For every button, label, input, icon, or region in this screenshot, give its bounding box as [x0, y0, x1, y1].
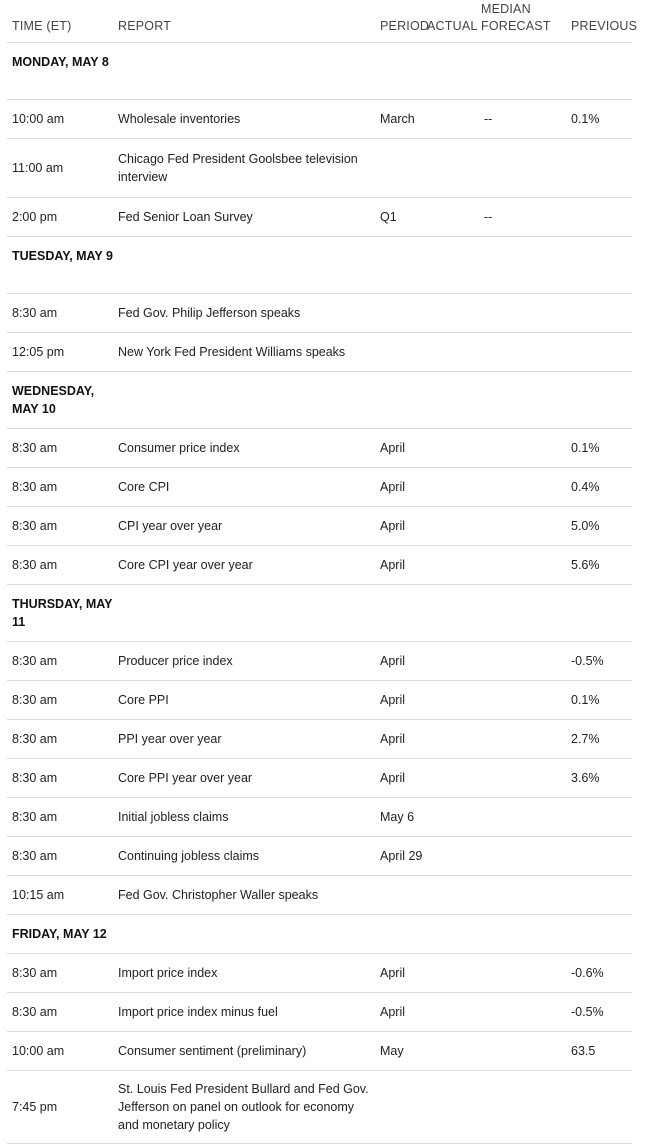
- previous-cell: 2.7%: [566, 720, 632, 759]
- time-cell: 8:30 am: [7, 468, 113, 507]
- table-row: [7, 1032, 632, 1071]
- actual-cell: [426, 100, 479, 139]
- median-cell: [479, 759, 566, 798]
- report-cell: Import price index: [113, 954, 375, 993]
- report-cell: Core PPI year over year: [113, 759, 375, 798]
- median-cell: [479, 837, 566, 876]
- period-cell: [375, 333, 426, 372]
- time-cell: 7:45 pm: [7, 1071, 113, 1144]
- report-cell: St. Louis Fed President Bullard and Fed Gov. Jefferson on panel on outlook for economy and monetary policy: [113, 1071, 375, 1144]
- table-row: [7, 429, 632, 468]
- median-cell: [479, 681, 566, 720]
- day-row-wednesday: [7, 372, 632, 429]
- day-heading: MONDAY, MAY 8: [7, 43, 113, 100]
- header-report: REPORT: [118, 19, 172, 33]
- actual-cell: [426, 546, 479, 585]
- time-cell: 11:00 am: [7, 139, 113, 198]
- table-row: [7, 681, 632, 720]
- report-cell: Chicago Fed President Goolsbee television interview: [113, 139, 375, 198]
- previous-cell: [566, 798, 632, 837]
- period-cell: April: [375, 546, 426, 585]
- period-cell: April: [375, 993, 426, 1032]
- table-row: [7, 507, 632, 546]
- period-cell: March: [375, 100, 426, 139]
- actual-cell: [426, 429, 479, 468]
- actual-cell: [426, 333, 479, 372]
- median-cell: [479, 546, 566, 585]
- previous-cell: 0.1%: [566, 100, 632, 139]
- actual-cell: [426, 720, 479, 759]
- table-row: [7, 759, 632, 798]
- median-cell: [479, 876, 566, 915]
- time-cell: 2:00 pm: [7, 198, 113, 237]
- actual-cell: [426, 198, 479, 237]
- previous-cell: [566, 333, 632, 372]
- table-row: [7, 954, 632, 993]
- period-cell: April: [375, 429, 426, 468]
- actual-cell: [426, 876, 479, 915]
- median-cell: [479, 429, 566, 468]
- period-cell: [375, 1071, 426, 1144]
- previous-cell: 0.1%: [566, 681, 632, 720]
- report-cell: Continuing jobless claims: [113, 837, 375, 876]
- actual-cell: [426, 954, 479, 993]
- median-cell: [479, 333, 566, 372]
- table-row: [7, 294, 632, 333]
- time-cell: 8:30 am: [7, 546, 113, 585]
- table-row: [7, 720, 632, 759]
- time-cell: 8:30 am: [7, 954, 113, 993]
- period-cell: April 29: [375, 837, 426, 876]
- time-cell: 8:30 am: [7, 429, 113, 468]
- time-cell: 8:30 am: [7, 642, 113, 681]
- header-previous: PREVIOUS: [571, 19, 638, 33]
- time-cell: 10:15 am: [7, 876, 113, 915]
- period-cell: April: [375, 720, 426, 759]
- day-heading: TUESDAY, MAY 9: [7, 237, 113, 294]
- table-row: [7, 139, 632, 198]
- time-cell: 8:30 am: [7, 798, 113, 837]
- report-cell: PPI year over year: [113, 720, 375, 759]
- report-cell: Fed Gov. Philip Jefferson speaks: [113, 294, 375, 333]
- previous-cell: 0.4%: [566, 468, 632, 507]
- period-cell: [375, 876, 426, 915]
- actual-cell: [426, 1071, 479, 1144]
- table-row: [7, 468, 632, 507]
- time-cell: 8:30 am: [7, 720, 113, 759]
- previous-cell: [566, 876, 632, 915]
- report-cell: Core PPI: [113, 681, 375, 720]
- report-cell: Core CPI year over year: [113, 546, 375, 585]
- table-row: [7, 546, 632, 585]
- median-cell: --: [479, 100, 566, 139]
- median-cell: [479, 468, 566, 507]
- day-heading: THURSDAY, MAY 11: [7, 585, 113, 642]
- header-median-forecast: [479, 0, 566, 43]
- median-cell: [479, 294, 566, 333]
- previous-cell: 63.5: [566, 1032, 632, 1071]
- time-cell: 12:05 pm: [7, 333, 113, 372]
- previous-cell: 3.6%: [566, 759, 632, 798]
- day-row-tuesday: [7, 237, 632, 294]
- economic-calendar-table: [7, 0, 638, 1144]
- median-cell: [479, 1071, 566, 1144]
- day-heading: WEDNESDAY, MAY 10: [7, 372, 113, 429]
- header-period: PERIOD: [380, 19, 430, 33]
- report-cell: Consumer price index: [113, 429, 375, 468]
- day-row-monday: [7, 43, 632, 100]
- median-cell: [479, 954, 566, 993]
- period-cell: April: [375, 468, 426, 507]
- table-row: [7, 876, 632, 915]
- previous-cell: [566, 1071, 632, 1144]
- report-cell: Producer price index: [113, 642, 375, 681]
- day-heading: FRIDAY, MAY 12: [7, 915, 375, 954]
- report-cell: New York Fed President Williams speaks: [113, 333, 375, 372]
- report-cell: Wholesale inventories: [113, 100, 375, 139]
- actual-cell: [426, 993, 479, 1032]
- actual-cell: [426, 507, 479, 546]
- median-cell: [479, 798, 566, 837]
- header-median-line1: MEDIAN: [481, 2, 531, 16]
- table-row: [7, 1071, 632, 1144]
- median-cell: [479, 507, 566, 546]
- table-row: [7, 198, 632, 237]
- previous-cell: [566, 198, 632, 237]
- period-cell: May 6: [375, 798, 426, 837]
- period-cell: Q1: [375, 198, 426, 237]
- actual-cell: [426, 642, 479, 681]
- table-row: [7, 642, 632, 681]
- day-row-thursday: [7, 585, 632, 642]
- period-cell: April: [375, 759, 426, 798]
- actual-cell: [426, 837, 479, 876]
- table-row: [7, 333, 632, 372]
- period-cell: April: [375, 681, 426, 720]
- time-cell: 10:00 am: [7, 1032, 113, 1071]
- time-cell: 8:30 am: [7, 837, 113, 876]
- median-cell: --: [479, 198, 566, 237]
- median-cell: [479, 139, 566, 198]
- time-cell: 8:30 am: [7, 507, 113, 546]
- report-cell: Fed Senior Loan Survey: [113, 198, 375, 237]
- table-row: [7, 798, 632, 837]
- report-cell: Consumer sentiment (preliminary): [113, 1032, 375, 1071]
- previous-cell: [566, 294, 632, 333]
- header-actual: ACTUAL: [427, 19, 478, 33]
- actual-cell: [426, 468, 479, 507]
- table-row: [7, 993, 632, 1032]
- actual-cell: [426, 798, 479, 837]
- previous-cell: -0.5%: [566, 642, 632, 681]
- actual-cell: [426, 139, 479, 198]
- actual-cell: [426, 1032, 479, 1071]
- previous-cell: -0.5%: [566, 993, 632, 1032]
- actual-cell: [426, 681, 479, 720]
- report-cell: CPI year over year: [113, 507, 375, 546]
- day-row-friday: [7, 915, 632, 954]
- time-cell: 8:30 am: [7, 993, 113, 1032]
- header-median-line2: FORECAST: [481, 19, 551, 33]
- period-cell: April: [375, 642, 426, 681]
- time-cell: 8:30 am: [7, 681, 113, 720]
- table-header: [7, 0, 638, 43]
- header-row: [7, 0, 632, 43]
- previous-cell: 5.6%: [566, 546, 632, 585]
- period-cell: May: [375, 1032, 426, 1071]
- report-cell: Fed Gov. Christopher Waller speaks: [113, 876, 375, 915]
- time-cell: 10:00 am: [7, 100, 113, 139]
- period-cell: [375, 294, 426, 333]
- period-cell: [375, 139, 426, 198]
- time-cell: 8:30 am: [7, 759, 113, 798]
- previous-cell: [566, 837, 632, 876]
- report-cell: Initial jobless claims: [113, 798, 375, 837]
- median-cell: [479, 993, 566, 1032]
- previous-cell: -0.6%: [566, 954, 632, 993]
- median-cell: [479, 642, 566, 681]
- report-cell: Core CPI: [113, 468, 375, 507]
- header-time: TIME (ET): [12, 19, 72, 33]
- period-cell: April: [375, 507, 426, 546]
- table-row: [7, 837, 632, 876]
- table-body: [7, 43, 632, 1144]
- previous-cell: 0.1%: [566, 429, 632, 468]
- table-row: [7, 100, 632, 139]
- period-cell: April: [375, 954, 426, 993]
- actual-cell: [426, 759, 479, 798]
- report-cell: Import price index minus fuel: [113, 993, 375, 1032]
- median-cell: [479, 1032, 566, 1071]
- previous-cell: [566, 139, 632, 198]
- previous-cell: 5.0%: [566, 507, 632, 546]
- time-cell: 8:30 am: [7, 294, 113, 333]
- median-cell: [479, 720, 566, 759]
- actual-cell: [426, 294, 479, 333]
